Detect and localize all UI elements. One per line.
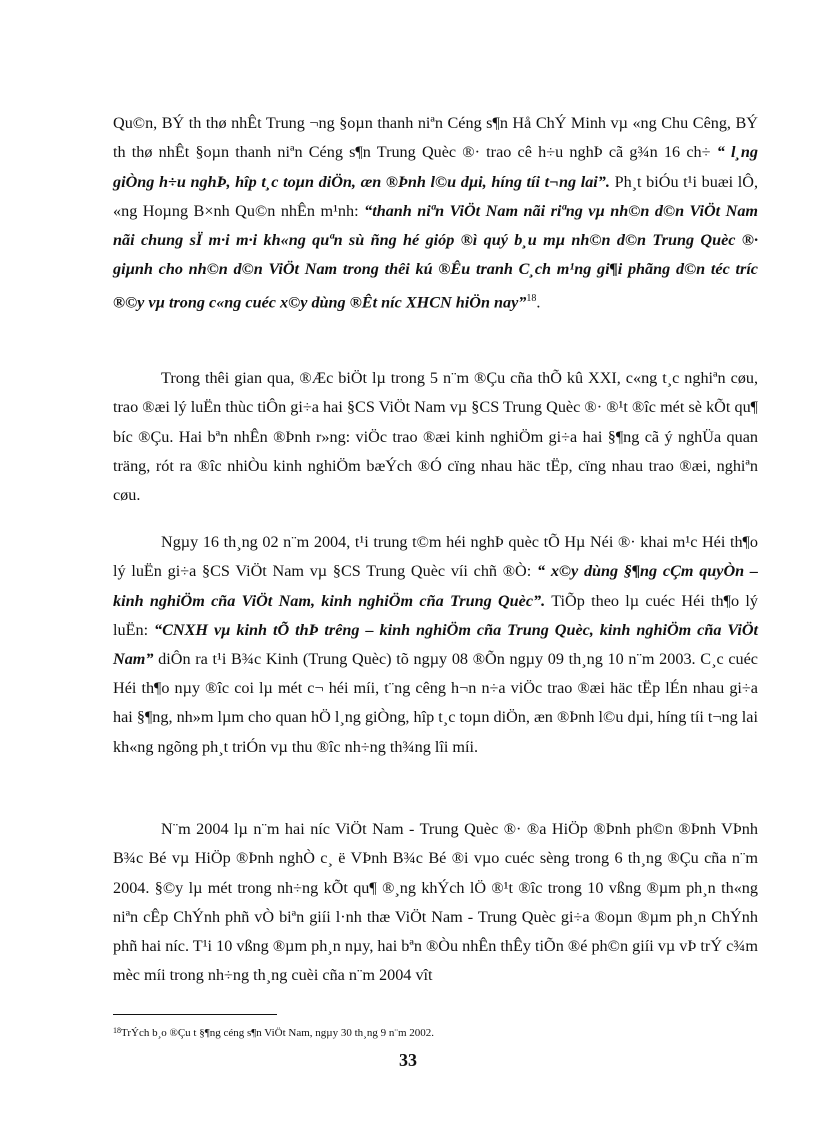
p3-text-3: diÔn ra t¹i B¾c Kinh (Trung Quèc) tõ ngµy 08 ®Õn ngµy 09 th¸ng 10 n¨m 2003. C¸c cuéc Héi th¶o nµy ®îc coi lµ mét c¬ héi míi, t¨ng cêng h¬n n÷a viÖc trao ®æi häc tËp lÉn nhau gi÷a hai §¶ng, nh»m lµm cho quan hÖ l¸ng giÒng, hîp t¸c toµn diÖn, æn ®Þnh l©u dµi, híng tíi t¬ng lai kh«ng ngõng ph¸t triÓn vµ thu ®îc nh÷ng th¾ng lîi míi. — [113, 650, 758, 756]
paragraph-2: Trong thêi gian qua, ®Æc biÖt lµ trong 5 n¨m ®Çu cña thÕ kû XXI, c«ng t¸c nghiªn cøu, trao ®æi lý luËn thùc tiÔn gi÷a hai §CS ViÖt Nam vµ §CS Trung Quèc ®· ®¹t ®îc mét sè kÕt qu¶ bíc ®Çu. Hai bªn nhÊn ®Þnh r»ng: viÖc trao ®æi kinh nghiÖm gi÷a hai §¶ng cã ý nghÜa quan träng, rót ra ®îc nhiÒu kinh nghiÖm bæÝch ®Ó cïng nhau häc tËp, cïng nhau trao ®æi, nghiªn cøu. — [113, 369, 758, 504]
footnote — [113, 1024, 753, 1040]
footnote-text: TrÝch b¸o ®Çu t §¶ng céng s¶n ViÖt Nam, ngµy 30 th¸ng 9 n¨m 2002. — [121, 1027, 435, 1039]
footnote-divider — [113, 1014, 277, 1015]
paragraph-4: N¨m 2004 lµ n¨m hai níc ViÖt Nam - Trung Quèc ®· ®a HiÖp ®Þnh ph©n ®Þnh VÞnh B¾c Bé vµ HiÖp ®Þnh nghÒ c¸ ë VÞnh B¾c Bé ®i vµo cuéc sèng trong 6 th¸ng ®Çu cña n¨m 2004. §©y lµ mét trong nh÷ng kÕt qu¶ ®¸ng khÝch lÖ ®¹t ®îc trong 10 vßng ®µm ph¸n th«ng niªn cÊp ChÝnh phñ vÒ biªn giíi l·nh thæ ViÖt Nam - Trung Quèc gi÷a ®oµn ®µm ph¸n ChÝnh phñ hai níc. T¹i 10 vßng ®µm ph¸n nµy, hai bªn ®Òu nhÊn thÊy tiÕn ®é ph©n giíi vµ vÞ trÝ c¾m mèc míi trong nh÷ng th¸ng cuèi cña n¨m 2004 vît — [113, 820, 758, 985]
p3-text-2: TiÕp theo lµ cuéc Héi th¶o lý luËn: — [113, 591, 758, 639]
paragraph-1 — [113, 109, 758, 318]
p1-text-2: Ph¸t biÓu t¹i buæi lÔ, «ng Hoµng B×nh Qu©n nhÊn m¹nh: — [113, 172, 758, 220]
p3-quote-2: “CNXH vµ kinh tÕ thÞ trêng – kinh nghiÖm cña Trung Quèc, kinh nghiÖm cña ViÖt Nam” — [113, 620, 759, 668]
p1-quote-1: “ l¸ng giÒng h÷u nghÞ, hîp t¸c toµn diÖn, æn ®Þnh l©u dµi, híng tíi t¬ng lai”. — [113, 143, 758, 191]
page-number: 33 — [399, 1050, 417, 1070]
paragraph-3 — [113, 528, 758, 762]
p1-quote-2: “thanh niªn ViÖt Nam nãi riªng vµ nh©n d©n ViÖt Nam nãi chung sÏ m·i m·i kh«ng quªn sù ñng hé gióp ®ì quý b¸u mµ nh©n d©n Trung Quèc ®· giµnh cho nh©n d©n ViÖt Nam trong thêi kú ®Êu tranh C¸ch m¹ng gi¶i phãng d©n téc tríc ®©y vµ trong c«ng cuéc x©y dùng ®Êt níc XHCN hiÖn nay” — [113, 201, 759, 312]
footnote-mark: 18 — [113, 1026, 121, 1035]
p3-quote-1: “ x©y dùng §¶ng cÇm quyÒn – kinh nghiÖm cña ViÖt Nam, kinh nghiÖm cña Trung Quèc”. — [113, 562, 759, 610]
footnote-ref: 18 — [526, 293, 537, 305]
p1-text-1: Qu©n, BÝ th thø nhÊt Trung ¬ng §oµn thanh niªn Céng s¶n Hå ChÝ Minh vµ «ng Chu Cêng, BÝ th thø nhÊt §oµn thanh niªn Céng s¶n Trung Quèc ®· trao cê h÷u nghÞ cã g¾n 16 ch÷ — [113, 114, 758, 162]
p3-text-1: Ngµy 16 th¸ng 02 n¨m 2004, t¹i trung t©m héi nghÞ quèc tÕ Hµ Néi ®· khai m¹c Héi th¶o lý luËn gi÷a §CS ViÖt Nam vµ §CS Trung Quèc víi chñ ®Ò: — [113, 533, 758, 581]
p1-end: . — [536, 293, 541, 312]
